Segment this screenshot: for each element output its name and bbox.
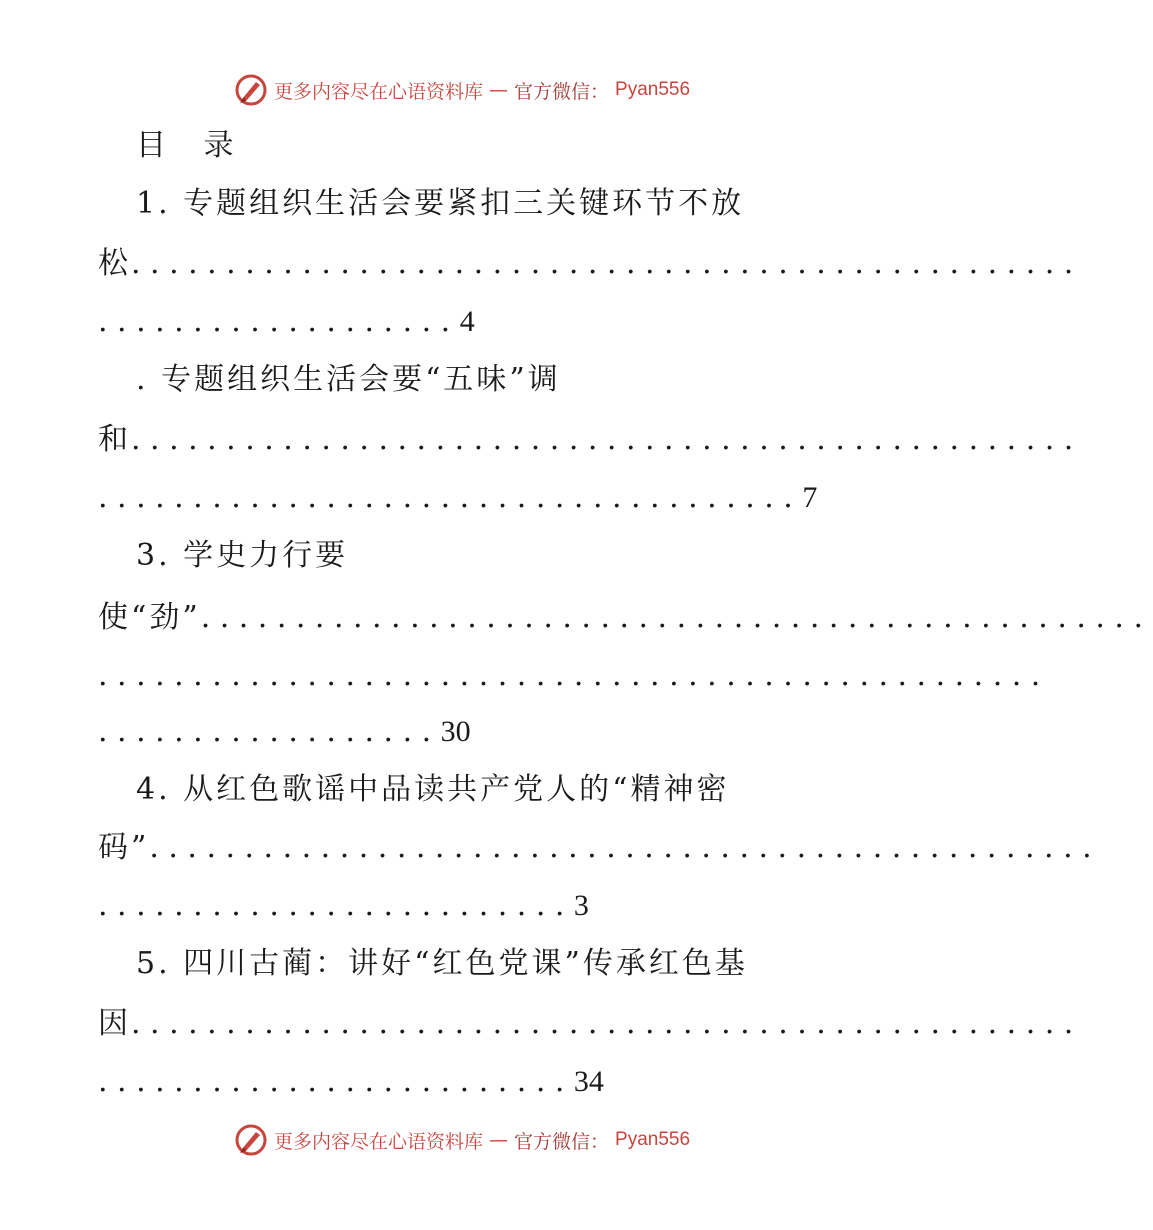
watermark-wechat-label: 官方微信： (514, 1130, 610, 1153)
toc-entry-3-leader-mid (98, 648, 1050, 704)
dot-leader: .................................................. (131, 1006, 1083, 1041)
toc-entry-1-title-cont: 松 (98, 246, 131, 281)
dot-leader: ......................... (98, 888, 574, 923)
pen-logo-icon (234, 1123, 268, 1157)
toc-entry-2-leader (98, 412, 1083, 468)
watermark-brand: 更多内容尽在心语资料库 (274, 80, 484, 103)
toc-entry-5-title-cont: 因 (98, 1006, 131, 1041)
toc-entry-4-leader (98, 820, 1102, 876)
dot-leader: .................. (98, 714, 441, 749)
toc-entry-1-page: 4 (459, 305, 475, 338)
dot-leader: .................................................. (131, 422, 1083, 457)
toc-entry-3-title: 3. 学史力行要 (136, 538, 349, 573)
watermark-wechat-id: Pyan556 (615, 79, 691, 100)
pen-logo-icon (234, 73, 268, 107)
toc-heading: 目 录 (136, 128, 248, 163)
toc-entry-5-title: 5. 四川古蔺：讲好“红色党课”传承红色基 (136, 946, 748, 981)
watermark-wechat-label: 官方微信： (514, 80, 610, 103)
dot-leader: .................................................. (131, 246, 1083, 281)
toc-entry-3-leader-end (98, 704, 840, 760)
toc-entry-1-title: 1. 专题组织生活会要紧扣三关键环节不放 (136, 186, 745, 221)
toc-entry-5-leader-end (98, 1054, 840, 1110)
toc-entry-5-page: 34 (573, 1065, 604, 1098)
toc-entry-2-page: 7 (802, 481, 818, 514)
watermark-brand: 更多内容尽在心语资料库 (274, 1130, 484, 1153)
toc-entry-4-title-cont: 码” (98, 830, 150, 865)
dot-leader: .................................................. (149, 830, 1102, 865)
watermark-separator: — (489, 1129, 509, 1151)
dot-leader: .................................................. (98, 658, 1050, 693)
watermark-header (234, 70, 690, 110)
dot-leader: .................................................. (200, 600, 1153, 635)
toc-entry-2-title-cont: 和 (98, 422, 131, 457)
toc-entry-4-title: 4. 从红色歌谣中品读共产党人的“精神密 (136, 772, 730, 807)
watermark-footer (234, 1120, 690, 1160)
toc-entry-4-page: 3 (573, 889, 589, 922)
toc-entry-4-leader-end (98, 878, 840, 934)
dot-leader: ..................................... (98, 480, 803, 515)
watermark-wechat-id: Pyan556 (615, 1129, 691, 1150)
dot-leader: ......................... (98, 1064, 574, 1099)
toc-entry-3-page: 30 (440, 715, 471, 748)
toc-entry-2-leader-end (98, 470, 840, 526)
toc-entry-3-leader (98, 590, 1153, 646)
toc-entry-1-leader (98, 236, 1083, 292)
toc-entry-5-leader (98, 996, 1083, 1052)
watermark-separator: — (489, 79, 509, 101)
toc-entry-2-title: . 专题组织生活会要“五味”调 (136, 362, 561, 397)
toc-entry-3-title-cont: 使“劲” (98, 600, 201, 635)
dot-leader: ................... (98, 304, 460, 339)
toc-entry-1-leader-end (98, 294, 840, 350)
